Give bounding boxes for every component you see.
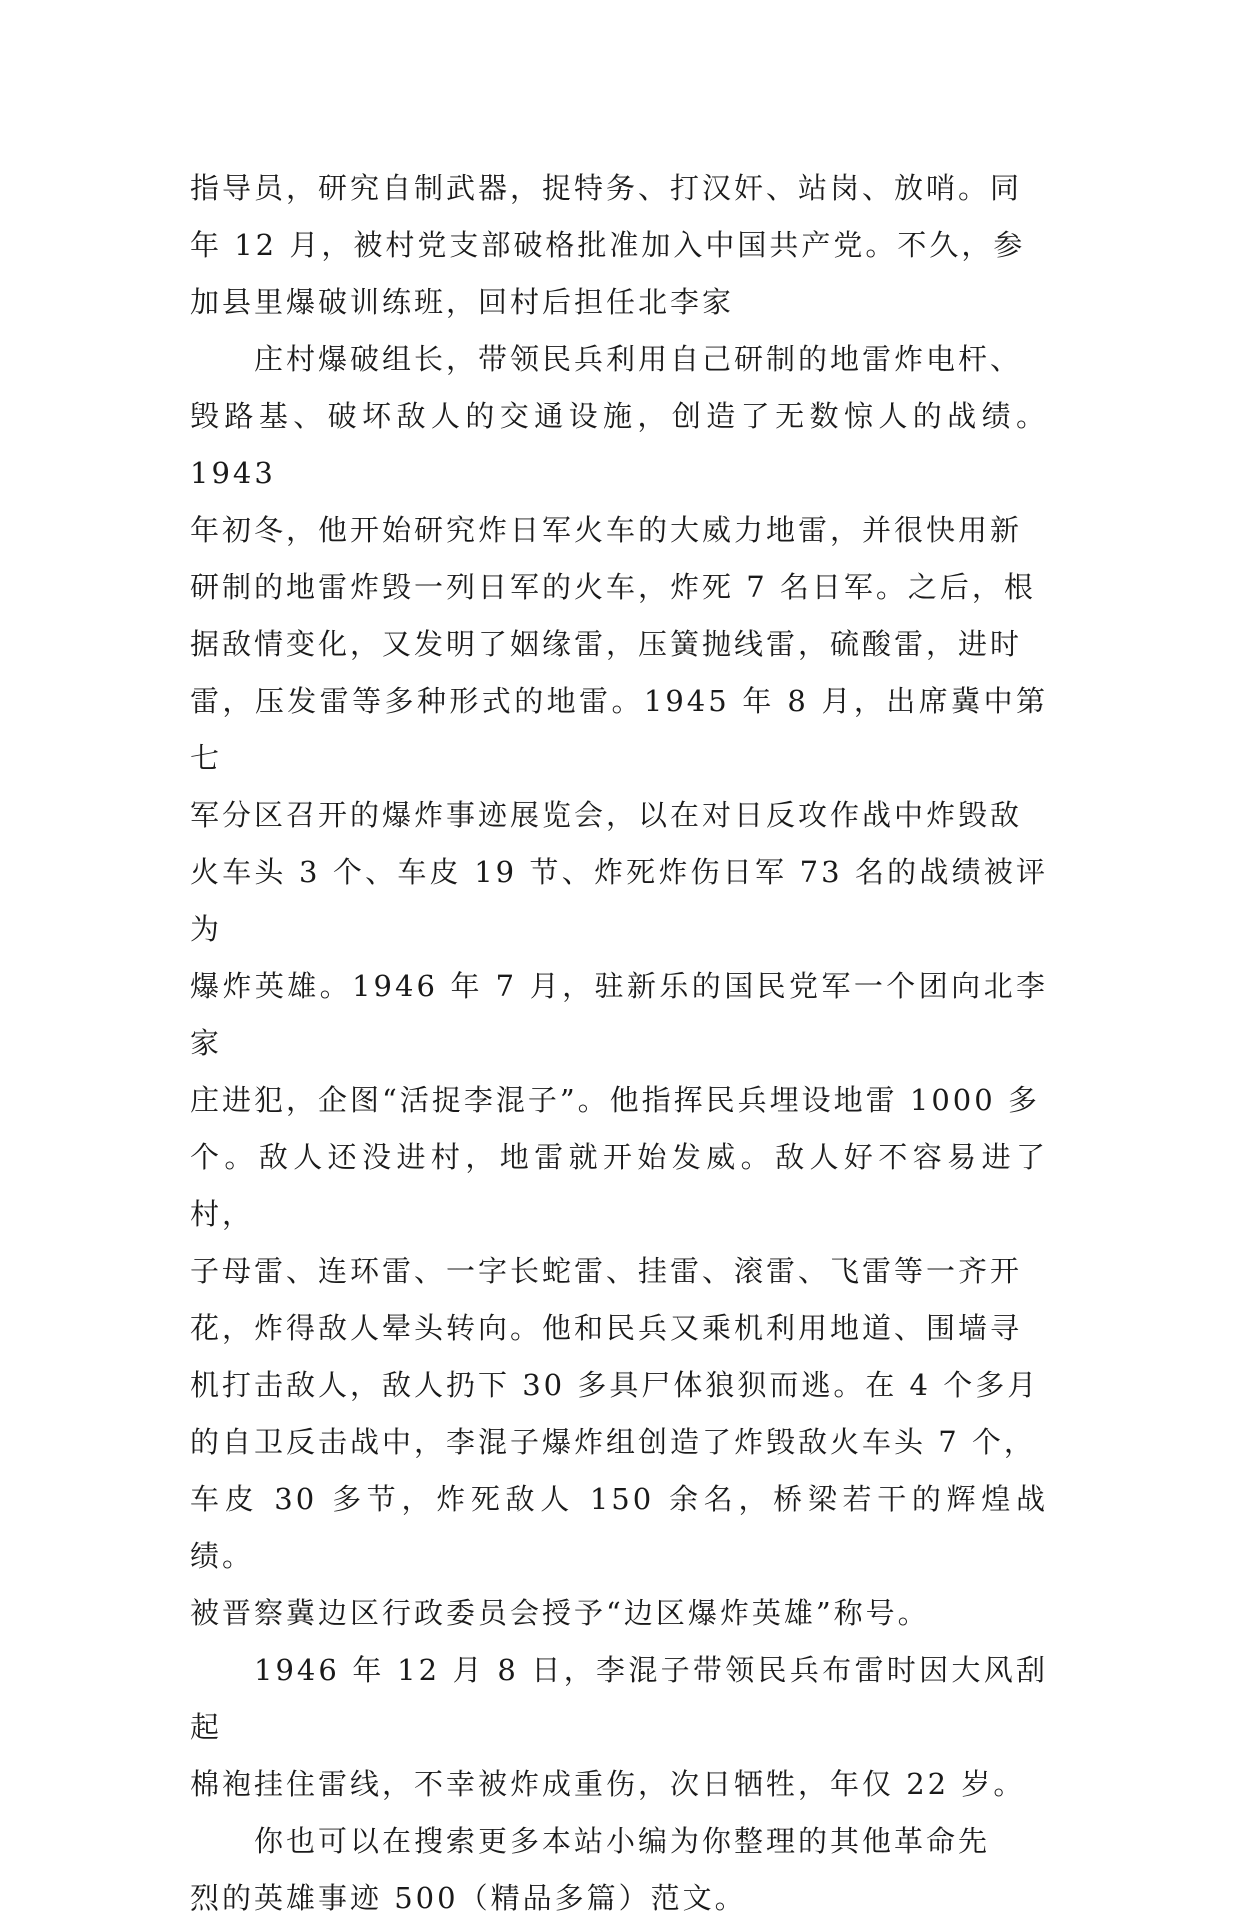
text-line: 毁路基、破坏敌人的交通设施，创造了无数惊人的战绩。1943: [190, 399, 1048, 490]
paragraph-3: [190, 1642, 1048, 1813]
text-line: 军分区召开的爆炸事迹展览会，以在对日反攻作战中炸毁敌: [190, 798, 1023, 832]
text-line: 庄村爆破组长，带领民兵利用自己研制的地雷炸电杆、: [254, 342, 1023, 376]
text-line: 你也可以在搜索更多本站小编为你整理的其他革命先: [254, 1824, 991, 1858]
text-line: 烈的英雄事迹 500（精品多篇）范文。: [190, 1881, 747, 1915]
paragraph-1: [190, 160, 1048, 331]
text-line: 机打击敌人，敌人扔下 30 多具尸体狼狈而逃。在 4 个多月: [190, 1368, 1040, 1402]
text-line: 的自卫反击战中，李混子爆炸组创造了炸毁敌火车头 7 个，: [190, 1425, 1036, 1459]
paragraph-4: [190, 1813, 1048, 1927]
document-body: [190, 160, 1048, 1927]
text-line: 据敌情变化，又发明了姻缘雷，压簧抛线雷，硫酸雷，进时: [190, 627, 1023, 661]
paragraph-2: [190, 331, 1048, 1642]
text-line: 年初冬，他开始研究炸日军火车的大威力地雷，并很快用新: [190, 513, 1023, 547]
text-line: 庄进犯，企图“活捉李混子”。他指挥民兵埋设地雷 1000 多: [190, 1083, 1040, 1117]
text-line: 年 12 月，被村党支部破格批准加入中国共产党。不久，参: [190, 228, 1026, 262]
text-line: 爆炸英雄。1946 年 7 月，驻新乐的国民党军一个团向北李家: [190, 969, 1048, 1060]
text-line: 研制的地雷炸毁一列日军的火车，炸死 7 名日军。之后，根: [190, 570, 1036, 604]
text-line: 花，炸得敌人晕头转向。他和民兵又乘机利用地道、围墙寻: [190, 1311, 1023, 1345]
text-line: 子母雷、连环雷、一字长蛇雷、挂雷、滚雷、飞雷等一齐开: [190, 1254, 1023, 1288]
text-line: 加县里爆破训练班，回村后担任北李家: [190, 285, 735, 319]
text-line: 被晋察冀边区行政委员会授予“边区爆炸英雄”称号。: [190, 1596, 930, 1630]
text-line: 个。敌人还没进村，地雷就开始发威。敌人好不容易进了村，: [190, 1140, 1048, 1231]
text-line: 1946 年 12 月 8 日，李混子带领民兵布雷时因大风刮起: [190, 1653, 1048, 1744]
text-line: 棉袍挂住雷线，不幸被炸成重伤，次日牺牲，年仅 22 岁。: [190, 1767, 1026, 1801]
text-line: 雷，压发雷等多种形式的地雷。1945 年 8 月，出席冀中第七: [190, 684, 1048, 775]
text-line: 车皮 30 多节，炸死敌人 150 余名，桥梁若干的辉煌战绩。: [190, 1482, 1048, 1573]
text-line: 火车头 3 个、车皮 19 节、炸死炸伤日军 73 名的战绩被评为: [190, 855, 1048, 946]
text-line: 指导员，研究自制武器，捉特务、打汉奸、站岗、放哨。同: [190, 171, 1023, 205]
